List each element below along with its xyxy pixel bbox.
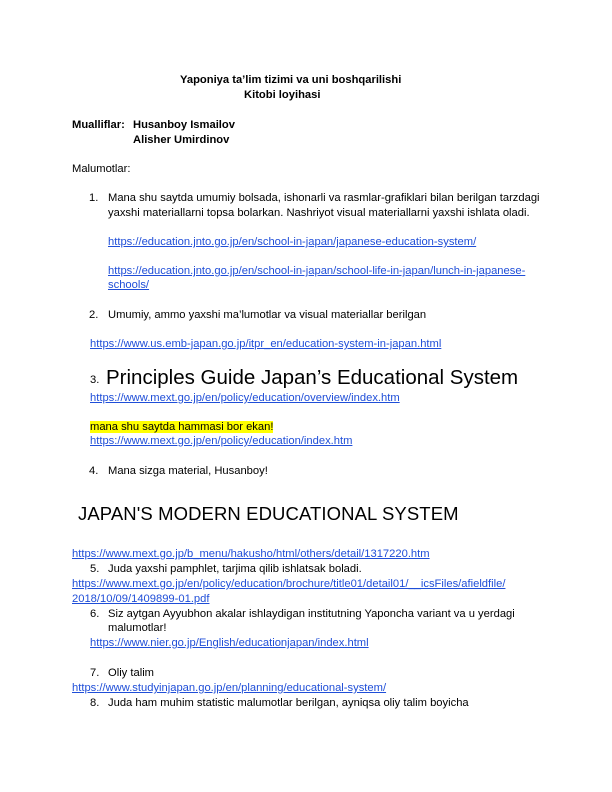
item-1-text-line2: yaxshi materiallarni topsa bolarkan. Nashriyot visual materiallarni yaxshi ishlata oladi. — [108, 207, 530, 219]
item-6-number: 6. — [90, 608, 100, 620]
item-3-highlight-note — [90, 420, 273, 434]
authors-label: Mualliflar: — [72, 119, 125, 131]
author-1: Husanboy Ismailov — [133, 119, 235, 131]
item-1-number: 1. — [89, 192, 99, 204]
item-7-number: 7. — [90, 667, 100, 679]
item-2-text: Umumiy, ammo yaxshi ma’lumotlar va visual materiallar berilgan — [108, 309, 427, 321]
item-5-number: 5. — [90, 563, 100, 575]
highlight-text: mana shu saytda hammasi bor ekan! — [90, 421, 274, 433]
item-5-link-line1[interactable]: https://www.mext.go.jp/en/policy/education/brochure/title01/detail01/__icsFiles/afieldfile/ — [72, 578, 506, 590]
section-heading: JAPAN'S MODERN EDUCATIONAL SYSTEM — [78, 503, 459, 524]
item-1-text-line1: Mana shu saytda umumiy bolsada, ishonarli va rasmlar-grafiklari bilan berilgan tarzdagi — [108, 192, 540, 204]
item-3-link-1[interactable]: https://www.mext.go.jp/en/policy/education/overview/index.htm — [90, 392, 400, 404]
item-5-link-line2[interactable]: 2018/10/09/1409899-01.pdf — [72, 593, 210, 605]
item-1-link-2-line2[interactable]: schools/ — [108, 279, 150, 291]
item-3-heading: Principles Guide Japan’s Educational System — [106, 366, 519, 389]
item-6-link[interactable]: https://www.nier.go.jp/English/educationjapan/index.html — [90, 637, 369, 649]
item-4-text: Mana sizga material, Husanboy! — [108, 465, 268, 477]
item-2-number: 2. — [89, 309, 99, 321]
document-title-line1: Yaponiya ta’lim tizimi va uni boshqarilishi — [180, 74, 402, 86]
author-2: Alisher Umirdinov — [133, 134, 230, 146]
info-label: Malumotlar: — [72, 163, 131, 175]
item-6-text-line1: Siz aytgan Ayyubhon akalar ishlaydigan institutning Yaponcha variant va u yerdagi — [108, 608, 515, 620]
item-3-number: 3. — [90, 374, 100, 386]
item-8-number: 8. — [90, 697, 100, 709]
item-7-text: Oliy talim — [108, 667, 154, 679]
item-1-link-2-line1[interactable]: https://education.jnto.go.jp/en/school-in-japan/school-life-in-japan/lunch-in-japanese- — [108, 265, 526, 277]
item-1-link-1[interactable]: https://education.jnto.go.jp/en/school-in-japan/japanese-education-system/ — [108, 236, 477, 248]
item-4-number: 4. — [89, 465, 99, 477]
item-5-text: Juda yaxshi pamphlet, tarjima qilib ishlatsak boladi. — [108, 563, 362, 575]
item-2-link[interactable]: https://www.us.emb-japan.go.jp/itpr_en/education-system-in-japan.html — [90, 338, 442, 350]
document-title-line2: Kitobi loyihasi — [244, 89, 321, 101]
section-link[interactable]: https://www.mext.go.jp/b_menu/hakusho/html/others/detail/1317220.htm — [72, 548, 430, 560]
item-3-link-2[interactable]: https://www.mext.go.jp/en/policy/education/index.htm — [90, 435, 353, 447]
item-8-text: Juda ham muhim statistic malumotlar berilgan, ayniqsa oliy talim boyicha — [108, 697, 469, 709]
item-7-link[interactable]: https://www.studyinjapan.go.jp/en/planning/educational-system/ — [72, 682, 387, 694]
item-6-text-line2: malumotlar! — [108, 622, 167, 634]
